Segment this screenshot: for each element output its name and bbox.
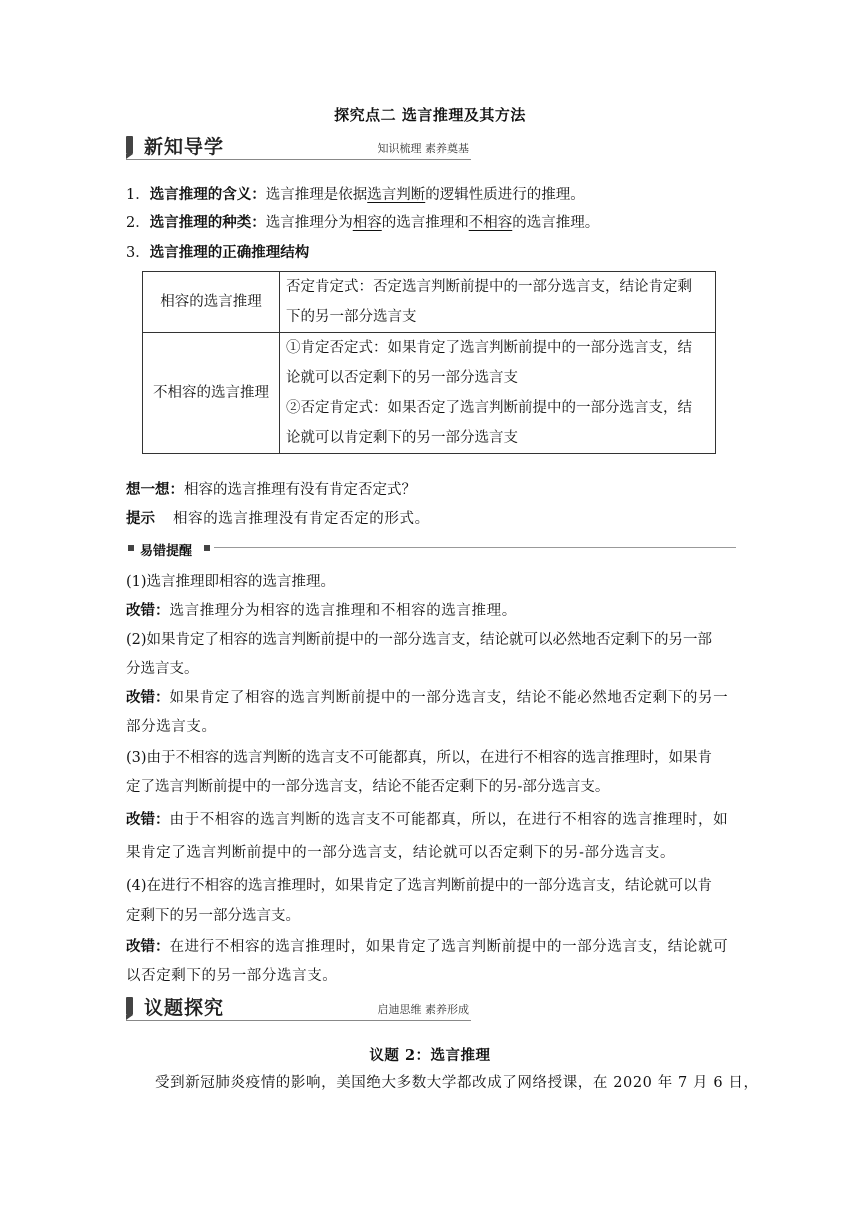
error-item-4: (4)在进行不相容的选言推理时，如果肯定了选言判断前提中的一部分选言支，结论就可以肯 [126, 878, 713, 894]
correction-label: 改错： [126, 602, 170, 619]
correction-text: 在进行不相容的选言推理时，如果肯定了选言判断前提中的一部分选言支，结论就可 [169, 939, 729, 955]
point-text: 的逻辑性质进行的推理。 [425, 187, 585, 203]
banner-rule [126, 159, 471, 160]
correction-2 [126, 688, 736, 708]
banner-bookmark-icon [126, 997, 133, 1015]
banner-new-knowledge [126, 130, 471, 160]
point-number: 2． [126, 215, 150, 231]
divider [214, 547, 736, 548]
correction-3 [126, 810, 736, 830]
error-item-1: (1)选言推理即相容的选言推理。 [126, 574, 336, 590]
correction-2-cont: 部分选言支。 [126, 719, 217, 735]
cell-line: ②否定肯定式：如果否定了选言判断前提中的一部分选言支，结 [286, 400, 692, 416]
error-header-label: 易错提醒 [140, 544, 193, 559]
topic-paragraph: 受到新冠肺炎疫情的影响，美国绝大多数大学都改成了网络授课，在 2020 年 7 月 6 日， [155, 1075, 759, 1091]
banner-subtitle: 启迪思维 素养形成 [377, 1003, 469, 1016]
error-item-2: (2)如果肯定了相容的选言判断前提中的一部分选言支，结论就可以必然地否定剩下的另一部 [126, 632, 713, 648]
error-item-4-cont: 定剩下的另一部分选言支。 [126, 908, 300, 924]
correction-4-cont: 以否定剩下的另一部分选言支。 [126, 968, 338, 984]
cell-line: 论就可以否定剩下的另一部分选言支 [286, 370, 518, 386]
table-cell [280, 272, 716, 333]
correction-label: 改错： [126, 938, 170, 955]
point-2 [126, 213, 736, 233]
point-underlined: 选言判断 [367, 187, 426, 203]
banner-rule [126, 1020, 471, 1021]
point-text: 的选言推理和 [381, 215, 469, 231]
point-label: 选言推理的正确推理结构 [149, 244, 310, 261]
cell-line: 论就可以肯定剩下的另一部分选言支 [286, 430, 518, 446]
point-3 [126, 243, 736, 263]
table-row [143, 333, 716, 454]
point-text: 的选言推理。 [512, 215, 600, 231]
cell-line: 下的另一部分选言支 [286, 309, 417, 325]
point-number: 1． [126, 187, 150, 203]
think-question [126, 480, 736, 500]
cell-line: ①肯定否定式：如果肯定了选言判断前提中的一部分选言支，结 [286, 340, 692, 356]
correction-text: 如果肯定了相容的选言判断前提中的一部分选言支，结论不能必然地否定剩下的另一 [169, 690, 729, 706]
correction-3-cont: 果肯定了选言判断前提中的一部分选言支，结论就可以否定剩下的另-部分选言支。 [126, 845, 676, 861]
correction-label: 改错： [126, 689, 170, 706]
reasoning-structure-table [142, 271, 716, 454]
point-1 [126, 185, 736, 205]
hint [126, 509, 736, 529]
error-item-2-cont: 分选言支。 [126, 661, 199, 677]
point-text: 选言推理是依据 [265, 187, 368, 203]
banner-topic-explore [126, 991, 471, 1021]
hint-label: 提示 [126, 510, 155, 527]
banner-bookmark-icon [126, 136, 133, 154]
banner-heading: 新知导学 [144, 136, 225, 158]
square-bullet-icon [128, 545, 134, 551]
banner-heading: 议题探究 [144, 997, 225, 1019]
banner-subtitle: 知识梳理 素养奠基 [377, 142, 469, 155]
square-bullet-icon [204, 545, 210, 551]
table-row-head: 相容的选言推理 [143, 272, 280, 333]
correction-4 [126, 937, 736, 957]
point-number: 3． [126, 245, 150, 261]
think-label: 想一想： [126, 481, 184, 498]
table-row [143, 272, 716, 333]
correction-label: 改错： [126, 811, 170, 828]
point-label: 选言推理的种类： [149, 214, 266, 231]
hint-text: 相容的选言推理没有肯定否定的形式。 [173, 511, 430, 527]
section-title: 探究点二 选言推理及其方法 [334, 106, 526, 124]
cell-line: 否定肯定式：否定选言判断前提中的一部分选言支，结论肯定剩 [286, 279, 692, 295]
correction-text: 由于不相容的选言判断的选言支不可能都真，所以，在进行不相容的选言推理时，如 [169, 812, 729, 828]
point-underlined: 不相容 [468, 215, 513, 231]
error-item-3-cont: 定了选言判断前提中的一部分选言支，结论不能否定剩下的另-部分选言支。 [126, 779, 610, 795]
point-underlined: 相容 [352, 215, 382, 231]
table-cell [280, 333, 716, 454]
point-label: 选言推理的含义： [149, 186, 266, 203]
error-header [126, 540, 736, 559]
point-text: 选言推理分为 [265, 215, 353, 231]
think-text: 相容的选言推理有没有肯定否定式？ [184, 482, 416, 498]
error-item-3: (3)由于不相容的选言判断的选言支不可能都真，所以，在进行不相容的选言推理时，如果肯 [126, 750, 713, 766]
table-row-head: 不相容的选言推理 [143, 333, 280, 454]
topic-title: 议题 2：选言推理 [369, 1047, 491, 1064]
correction-1 [126, 601, 736, 621]
correction-text: 选言推理分为相容的选言推理和不相容的选言推理。 [169, 603, 517, 619]
